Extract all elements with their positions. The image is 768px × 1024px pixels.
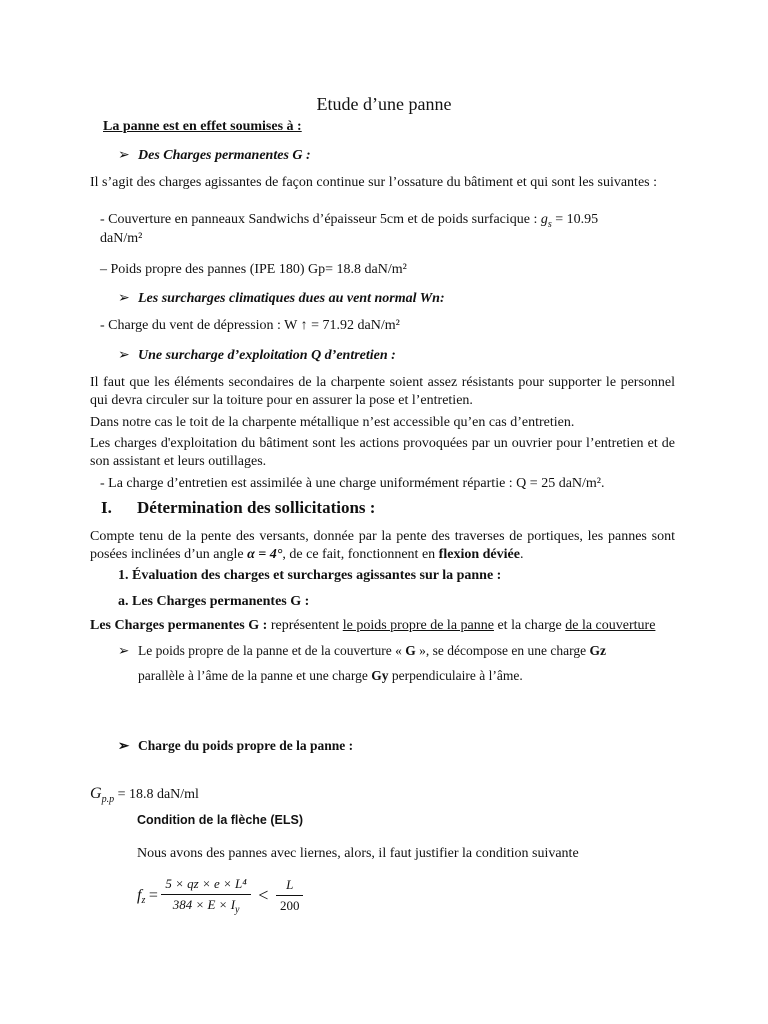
list-item-poids-propre: – Poids propre des pannes (IPE 180) Gp= 18.8 daN/m² bbox=[100, 262, 407, 277]
bullet-surcharge-exploitation bbox=[118, 347, 396, 364]
section-number: I. bbox=[101, 498, 112, 517]
heading-charges-permanentes: Des Charges permanentes G : bbox=[138, 148, 311, 163]
arrow-bullet-icon: ➢ bbox=[118, 148, 130, 163]
arrow-bullet-icon: ➢ bbox=[118, 291, 130, 306]
arrow-bullet-icon: ➢ bbox=[118, 348, 130, 363]
paragraph-exploitation-2: Dans notre cas le toit de la charpente métallique n’est accessible qu’en cas d’entretien. bbox=[90, 415, 575, 430]
paragraph-exploitation-3: Les charges d'exploitation du bâtiment sont les actions provoquées par un ouvrier pour l’entretien et de son assistant et leurs outillages. bbox=[90, 436, 675, 469]
heading-surcharges-climatiques: Les surcharges climatiques dues au vent normal Wn: bbox=[138, 291, 445, 306]
bullet-decomposition-cont: parallèle à l’âme de la panne et une charge Gy perpendiculaire à l’âme. bbox=[138, 668, 523, 683]
subheading-charges-permanentes: a. Les Charges permanentes G : bbox=[118, 594, 310, 609]
line-charges-permanentes: Les Charges permanentes G : représentent le poids propre de la panne et la charge de la couverture bbox=[90, 618, 656, 633]
paragraph-pente: Compte tenu de la pente des versants, donnée par la pente des traverses de portiques, les pannes sont posées inclinées d’un angle α = 4°, de ce fait, fonctionnent en flexion déviée. bbox=[90, 529, 675, 562]
paragraph-charges-permanentes: Il s’agit des charges agissantes de façon continue sur l’ossature du bâtiment et qui sont les suivantes : bbox=[90, 175, 657, 190]
bullet-charges-permanentes bbox=[118, 147, 311, 164]
list-item-entretien: - La charge d’entretien est assimilée à une charge uniformément répartie : Q = 25 daN/m². bbox=[100, 476, 605, 491]
subheading-evaluation: 1. Évaluation des charges et surcharges agissantes sur la panne : bbox=[118, 568, 502, 583]
page-title: Etude d’une panne bbox=[316, 94, 452, 114]
paragraph-exploitation-1: Il faut que les éléments secondaires de la charpente soient assez résistants pour supporter le personnel qui devra circuler sur la toiture pour en assurer la pose et l’entretien. bbox=[90, 375, 675, 408]
heading-surcharge-exploitation: Une surcharge d’exploitation Q d’entretien : bbox=[138, 348, 396, 363]
arrow-bullet-icon: ➢ bbox=[118, 738, 130, 753]
alpha-angle: α = 4° bbox=[247, 547, 283, 562]
formula-limit-fraction: $\frac{L}{200}$ bbox=[276, 877, 304, 914]
gpp-value: $G_{p.p} = 18.8$ daN/ml bbox=[90, 785, 199, 805]
arrow-bullet-icon: ➢ bbox=[118, 643, 130, 658]
fleche-paragraph: Nous avons des pannes avec liernes, alors, il faut justifier la condition suivante bbox=[137, 846, 579, 861]
bullet-decomposition: ➢ Le poids propre de la panne et de la couverture « G », se décompose en une charge Gz bbox=[118, 643, 606, 658]
list-item-couverture-unit: daN/m² bbox=[100, 231, 143, 246]
arrow-up-icon: ↑ bbox=[300, 318, 308, 333]
list-item-couverture: - Couverture en panneaux Sandwichs d’épaisseur 5cm et de poids surfacique : $g_s = 10.95$ bbox=[100, 212, 599, 230]
fleche-title: Condition de la flèche (ELS) bbox=[137, 813, 303, 827]
bullet-surcharges-climatiques bbox=[118, 290, 445, 307]
formula-fleche: $f_z$ = $\frac{\text{5 × qz × e × L⁴}}{384 \times E \times I_y}$ < $\frac{L}{200}$ bbox=[137, 876, 303, 916]
formula-fraction: $\frac{\text{5 × qz × e × L⁴}}{384 \times E \times I_y}$ bbox=[161, 876, 250, 916]
section-intro: La panne est en effet soumises à : bbox=[103, 119, 302, 134]
list-item-vent: - Charge du vent de dépression : W ↑ = 71.92 daN/m² bbox=[100, 318, 400, 333]
section-heading: Détermination des sollicitations : bbox=[137, 498, 376, 517]
bullet-charge-poids-propre: ➢ Charge du poids propre de la panne : bbox=[118, 738, 354, 753]
